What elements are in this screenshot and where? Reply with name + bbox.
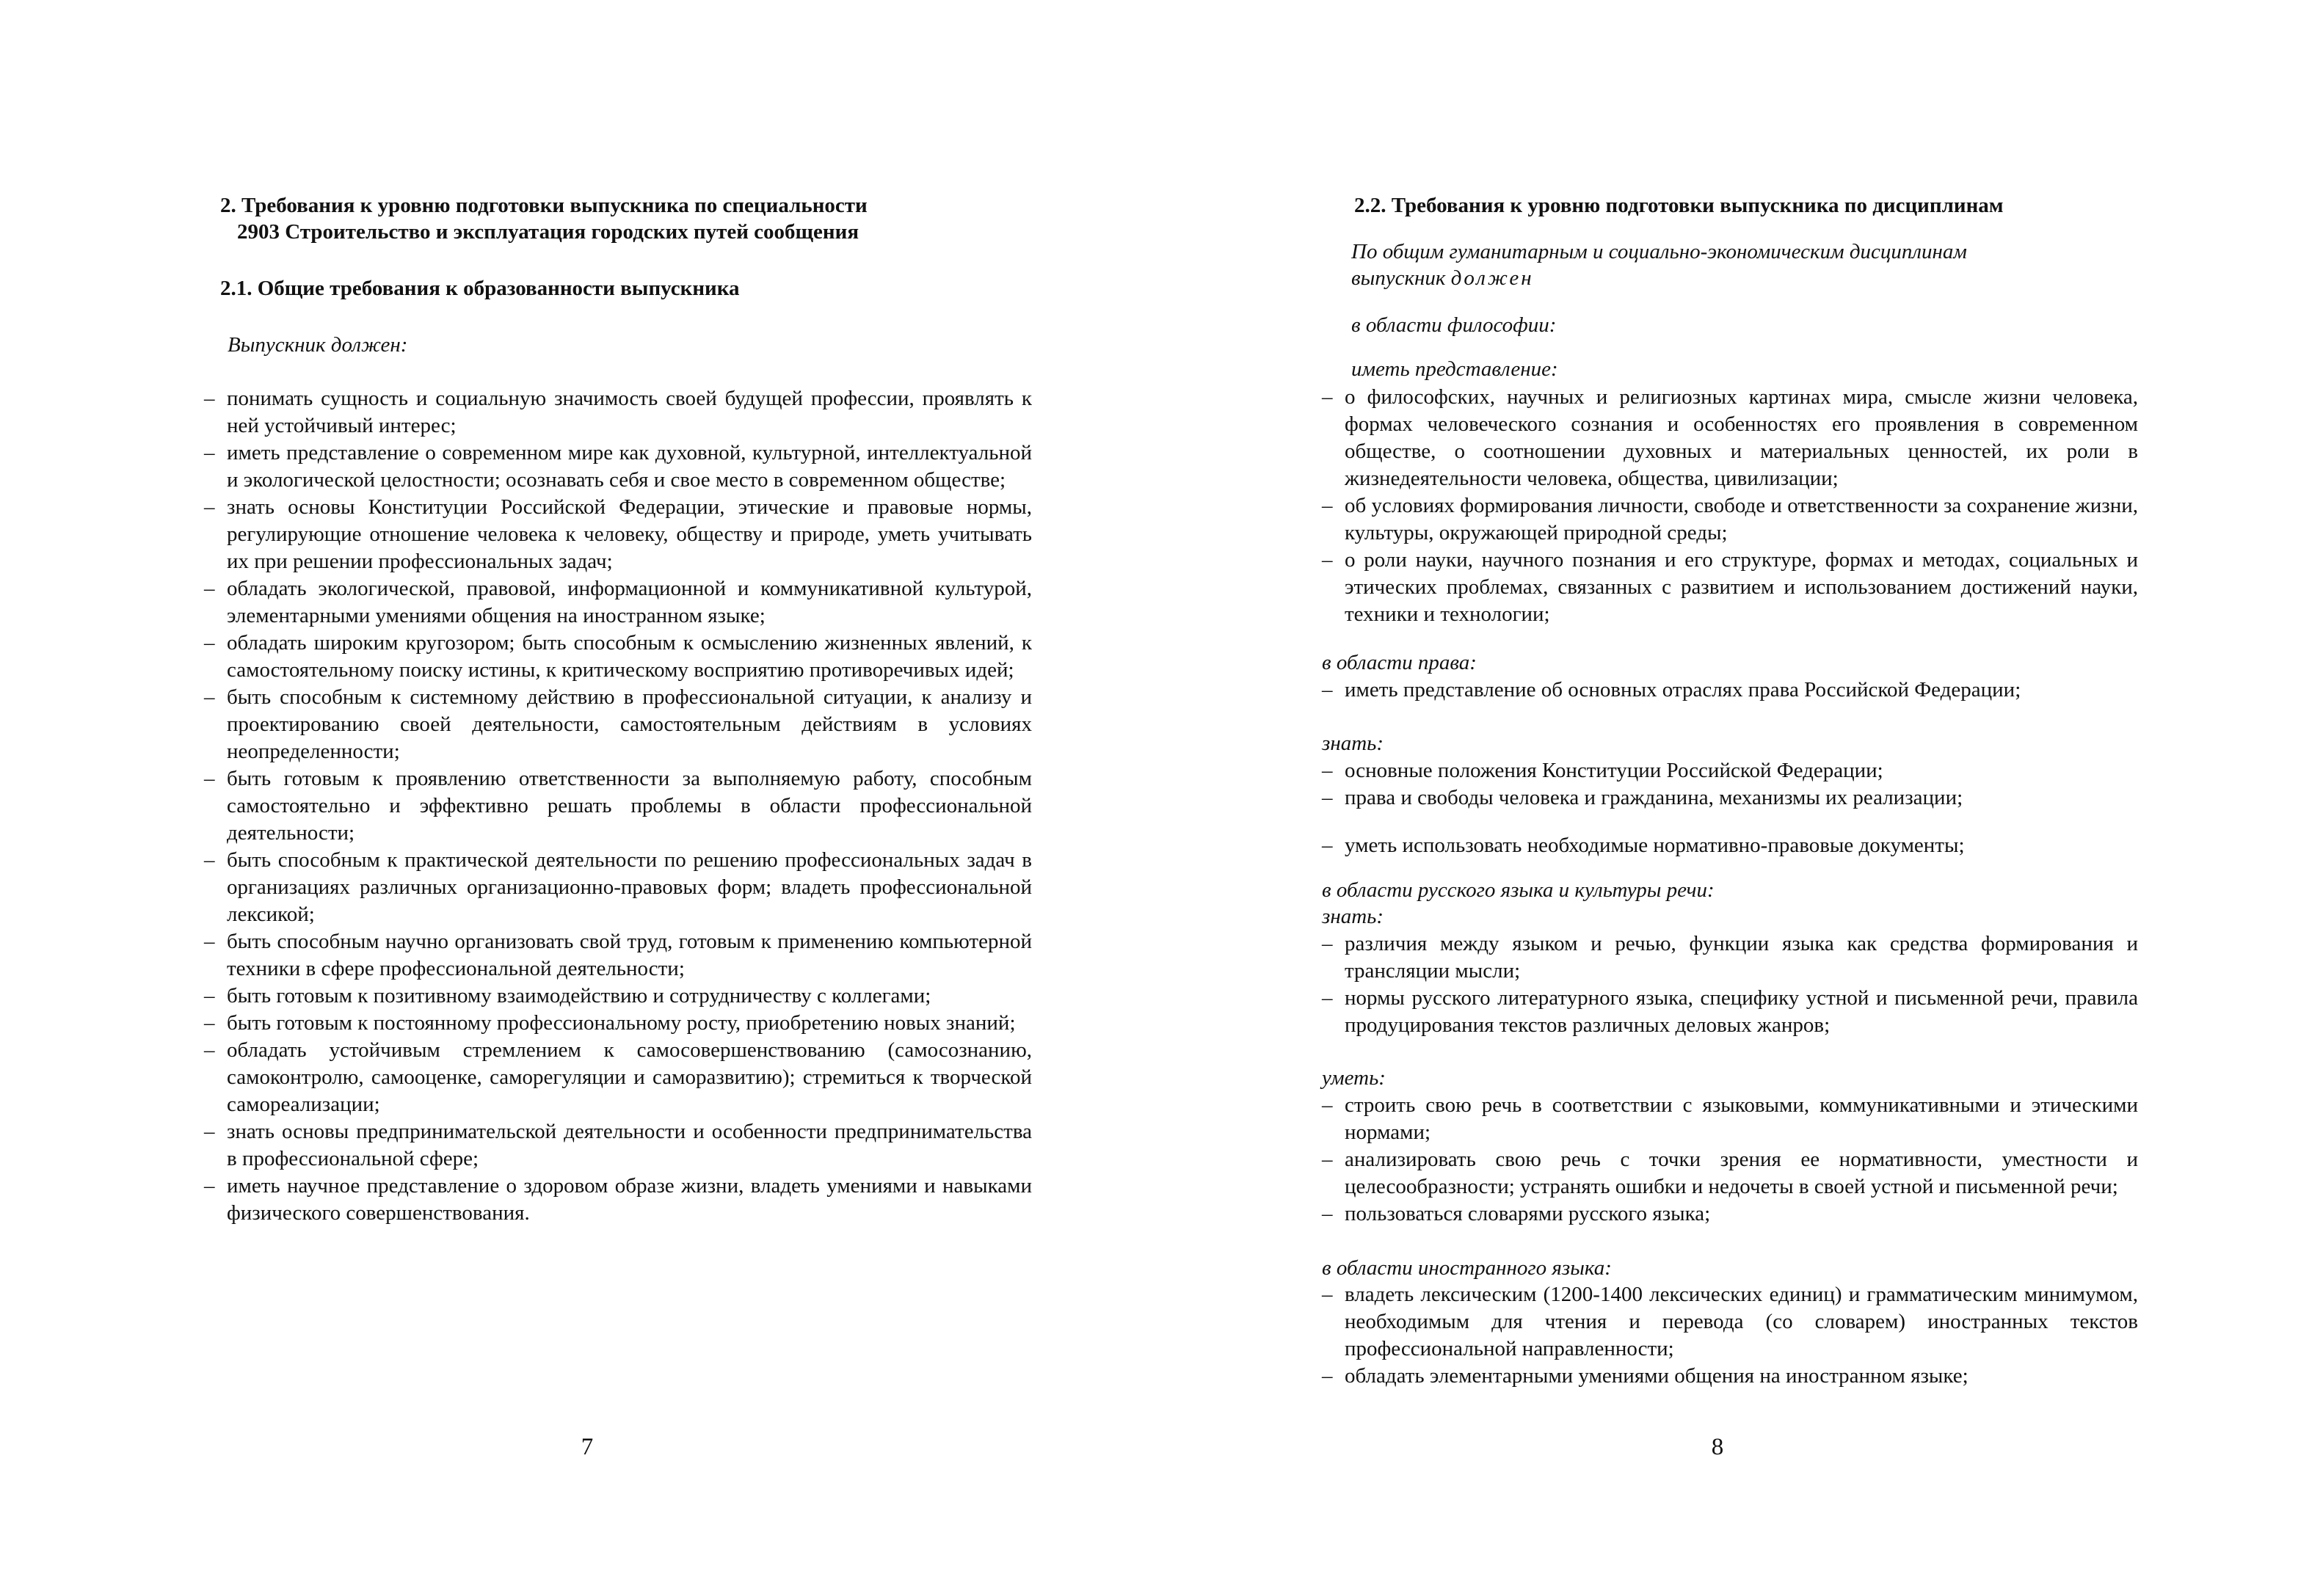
list-item: – обладать экологической, правовой, информационной и коммуникативной культурой, элементарными умениями общения на иностранном языке; [204, 575, 1032, 630]
list-item: – нормы русского литературного языка, специфику устной и письменной речи, правила продуцирования текстов различных деловых жанров; [1322, 985, 2138, 1039]
page-number: 8 [1711, 1434, 1724, 1460]
list-item: – различия между языком и речью, функции языка как средства формирования и трансляции мысли; [1322, 930, 2138, 985]
law-label: в области права: [1322, 651, 1477, 674]
list-item: – обладать широким кругозором; быть способным к осмыслению жизненных явлений, к самостоятельному поиску истины, к критическому восприятию противоречивых идей; [204, 630, 1032, 684]
philosophy-list [1322, 384, 2138, 628]
list-item: – быть готовым к позитивному взаимодействию и сотрудничеству с коллегами; [204, 983, 1032, 1010]
list-item: – быть способным к практической деятельности по решению профессиональных задач в организациях различных организационно-правовых форм; владеть профессиональной лексикой; [204, 847, 1032, 928]
law-know-list [1322, 757, 2138, 812]
list-item: – иметь представление о современном мире как духовной, культурной, интеллектуальной и экологической целостности; осознавать себя и свое место в современном обществе; [204, 440, 1032, 494]
philosophy-sub-label: иметь представление: [1351, 357, 1558, 381]
list-item: – знать основы Конституции Российской Федерации, этические и правовые нормы, регулирующие отношение человека к человеку, обществу и природе, уметь учитывать их при решении профессиональных задач; [204, 494, 1032, 575]
list-item: – быть готовым к постоянному профессиональному росту, приобретению новых знаний; [204, 1010, 1032, 1037]
russian-skill-label: уметь: [1322, 1066, 1386, 1090]
list-item: – основные положения Конституции Российской Федерации; [1322, 757, 2138, 784]
list-item: – иметь представление об основных отраслях права Российской Федерации; [1322, 677, 2138, 704]
law-skill-list [1322, 832, 2138, 859]
section-heading: 2.2. Требования к уровню подготовки выпускника по дисциплинам [1354, 194, 2004, 217]
section-heading-line2: 2903 Строительство и эксплуатация городских путей сообщения [237, 220, 859, 244]
intro-text: Выпускник должен: [228, 333, 408, 357]
list-item: – обладать устойчивым стремлением к самосовершенствованию (самосознанию, самоконтролю, самооценке, саморегуляции и саморазвитию); стремиться к творческой самореализации; [204, 1037, 1032, 1118]
law-list [1322, 677, 2138, 704]
list-item: – знать основы предпринимательской деятельности и особенности предпринимательства в профессиональной сфере; [204, 1118, 1032, 1173]
russian-know-list [1322, 930, 2138, 1039]
list-item: – иметь научное представление о здоровом образе жизни, владеть умениями и навыками физического совершенствования. [204, 1173, 1032, 1227]
list-item: – строить свою речь в соответствии с языковыми, коммуникативными и этическими нормами; [1322, 1092, 2138, 1146]
list-item: – быть способным научно организовать свой труд, готовым к применению компьютерной техники в сфере профессиональной деятельности; [204, 928, 1032, 983]
law-know-label: знать: [1322, 732, 1384, 755]
right-page [1156, 0, 2312, 1596]
page-number: 7 [581, 1434, 594, 1460]
intro-line2-b: должен [1450, 266, 1534, 290]
russian-label: в области русского языка и культуры речи: [1322, 878, 1715, 902]
russian-skill-list [1322, 1092, 2138, 1228]
section-heading-line1: 2. Требования к уровню подготовки выпускника по специальности [220, 194, 868, 217]
philosophy-label: в области философии: [1351, 313, 1557, 337]
list-item: – о роли науки, научного познания и его структуре, формах и методах, социальных и этических проблемах, связанных с развитием и использованием достижений науки, техники и технологии; [1322, 547, 2138, 628]
list-item: – анализировать свою речь с точки зрения ее нормативности, уместности и целесообразности; устранять ошибки и недочеты в своей устной и письменной речи; [1322, 1146, 2138, 1200]
list-item: – права и свободы человека и гражданина, механизмы их реализации; [1322, 784, 2138, 812]
list-item: – уметь использовать необходимые нормативно-правовые документы; [1322, 832, 2138, 859]
list-item: – владеть лексическим (1200-1400 лексических единиц) и грамматическим минимумом, необходимым для чтения и перевода (со словарем) иностранных текстов профессиональной направленности; [1322, 1281, 2138, 1363]
list-item: – понимать сущность и социальную значимость своей будущей профессии, проявлять к ней устойчивый интерес; [204, 385, 1032, 440]
list-item: – обладать элементарными умениями общения на иностранном языке; [1322, 1363, 2138, 1390]
list-item: – быть способным к системному действию в профессиональной ситуации, к анализу и проектированию своей деятельности, самостоятельным действиям в условиях неопределенности; [204, 684, 1032, 765]
russian-know-label: знать: [1322, 905, 1384, 928]
intro-line2 [1351, 265, 1534, 291]
list-item: – об условиях формирования личности, свободе и ответственности за сохранение жизни, культуры, окружающей природной среды; [1322, 492, 2138, 547]
foreign-label: в области иностранного языка: [1322, 1256, 1612, 1280]
list-item: – пользоваться словарями русского языка; [1322, 1200, 2138, 1228]
intro-line1: По общим гуманитарным и социально-экономическим дисциплинам [1351, 240, 1967, 263]
list-item: – быть готовым к проявлению ответственности за выполняемую работу, способным самостоятельно и эффективно решать проблемы в области профессиональной деятельности; [204, 765, 1032, 847]
subsection-heading: 2.1. Общие требования к образованности выпускника [220, 277, 740, 300]
list-item: – о философских, научных и религиозных картинах мира, смысле жизни человека, формах человеческого сознания и особенностях его проявления в современном обществе, о соотношении духовных и материальных ценностей, их роли в жизнедеятельности человека, общества, цивилизации; [1322, 384, 2138, 492]
intro-line2-a: выпускник [1351, 266, 1451, 290]
foreign-list [1322, 1281, 2138, 1390]
requirements-list [204, 385, 1032, 1227]
